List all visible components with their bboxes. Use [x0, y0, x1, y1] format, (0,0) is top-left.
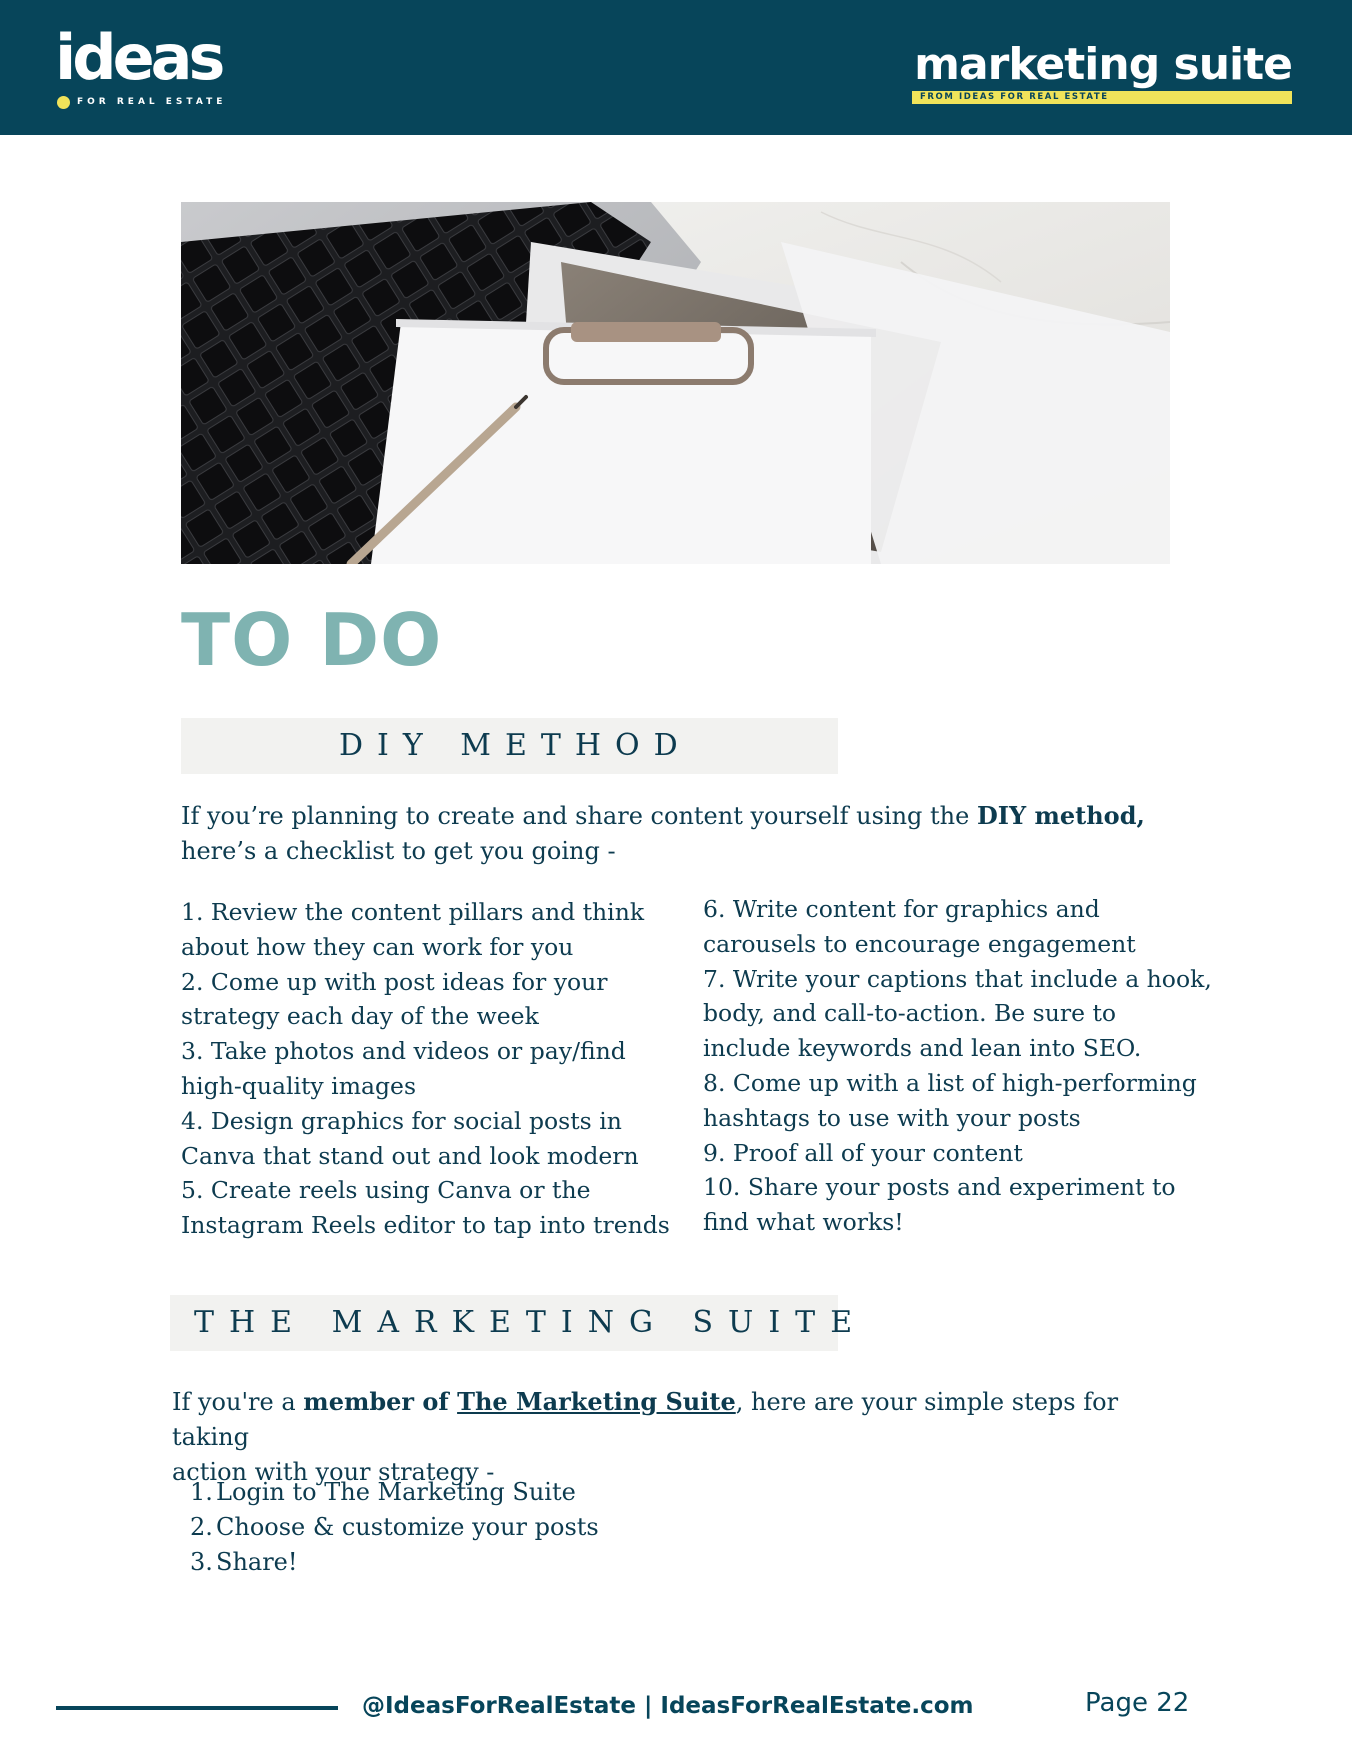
checklist-line: 9. Proof all of your content	[703, 1138, 1023, 1167]
checklist-line: Canva that stand out and look modern	[181, 1141, 639, 1170]
checklist-line: high-quality images	[181, 1071, 416, 1100]
checklist-line: 1. Review the content pillars and think	[181, 898, 645, 926]
diy-intro-bold: DIY method,	[976, 801, 1145, 830]
step-number: 3.	[190, 1548, 213, 1576]
checklist-line: about how they can work for you	[181, 932, 574, 961]
checklist-left-column	[181, 895, 681, 1243]
checklist-line: include keywords and lean into SEO.	[703, 1034, 1142, 1063]
checklist-line: 4. Design graphics for social posts in	[181, 1106, 622, 1135]
diy-intro-line-2: here’s a checklist to get you going -	[181, 837, 616, 865]
diy-intro	[181, 798, 1161, 869]
footer-links[interactable]: @IdeasForRealEstate | IdeasForRealEstate.com	[362, 1693, 974, 1719]
ideas-logo[interactable]	[55, 22, 275, 112]
diy-intro-text: If you’re planning to create and share content yourself using the	[181, 802, 977, 830]
diy-method-banner	[181, 718, 838, 774]
marketing-suite-banner	[170, 1295, 868, 1351]
page-title: TO DO	[181, 598, 443, 682]
list-item	[190, 1510, 890, 1545]
checklist-line: body, and call-to-action. Be sure to	[703, 999, 1117, 1028]
marketing-suite-logo[interactable]	[892, 40, 1292, 110]
checklist-line: hashtags to use with your posts	[703, 1103, 1081, 1132]
step-text: Share!	[216, 1548, 298, 1576]
logo-wordmark: ideas	[55, 21, 222, 94]
checklist-line: 3. Take photos and videos or pay/find	[181, 1037, 626, 1066]
marketing-suite-heading: THE MARKETING SUITE	[194, 1305, 868, 1340]
checklist-line: carousels to encourage engagement	[703, 929, 1136, 958]
marketing-suite-link[interactable]: The Marketing Suite	[457, 1387, 736, 1416]
list-item	[190, 1475, 890, 1510]
suite-steps-list	[190, 1475, 890, 1580]
diy-intro-line-1	[181, 798, 1161, 834]
checklist-line: 7. Write your captions that include a hook,	[703, 964, 1212, 993]
step-text: Login to The Marketing Suite	[216, 1478, 576, 1506]
suite-wordmark: marketing suite	[914, 39, 1292, 90]
logo-dot-icon	[57, 96, 70, 109]
header-band	[0, 0, 1352, 135]
page-number: Page 22	[1085, 1688, 1190, 1718]
suite-intro-text-end: , here are your simple steps for taking	[172, 1388, 1119, 1451]
logo-subtitle: FOR REAL ESTATE	[77, 97, 227, 107]
step-number: 1.	[190, 1478, 213, 1506]
checklist-line: 6. Write content for graphics and	[703, 895, 1100, 923]
list-item	[190, 1545, 890, 1580]
suite-subtitle: FROM IDEAS FOR REAL ESTATE	[920, 92, 1109, 102]
suite-intro-bold: member of	[303, 1387, 458, 1416]
diy-method-heading: DIY METHOD	[339, 728, 692, 763]
checklist-line: find what works!	[703, 1208, 904, 1237]
checklist-line: 10. Share your posts and experiment to	[703, 1173, 1176, 1202]
suite-intro-line-1	[172, 1384, 1172, 1455]
checklist-line: 5. Create reels using Canva or the	[181, 1176, 591, 1205]
step-text: Choose & customize your posts	[216, 1513, 599, 1541]
suite-intro-text: If you're a	[172, 1388, 304, 1416]
checklist-line: 2. Come up with post ideas for your	[181, 967, 608, 996]
hero-photo	[181, 202, 1170, 564]
checklist-right-column	[703, 892, 1223, 1240]
checklist-line: 8. Come up with a list of high-performing	[703, 1068, 1197, 1097]
checklist-line: Instagram Reels editor to tap into trends	[181, 1211, 670, 1240]
checklist-line: strategy each day of the week	[181, 1002, 539, 1031]
step-number: 2.	[190, 1513, 213, 1541]
footer-divider	[56, 1706, 338, 1710]
suite-intro-line-2: action with your strategy -	[172, 1458, 495, 1486]
